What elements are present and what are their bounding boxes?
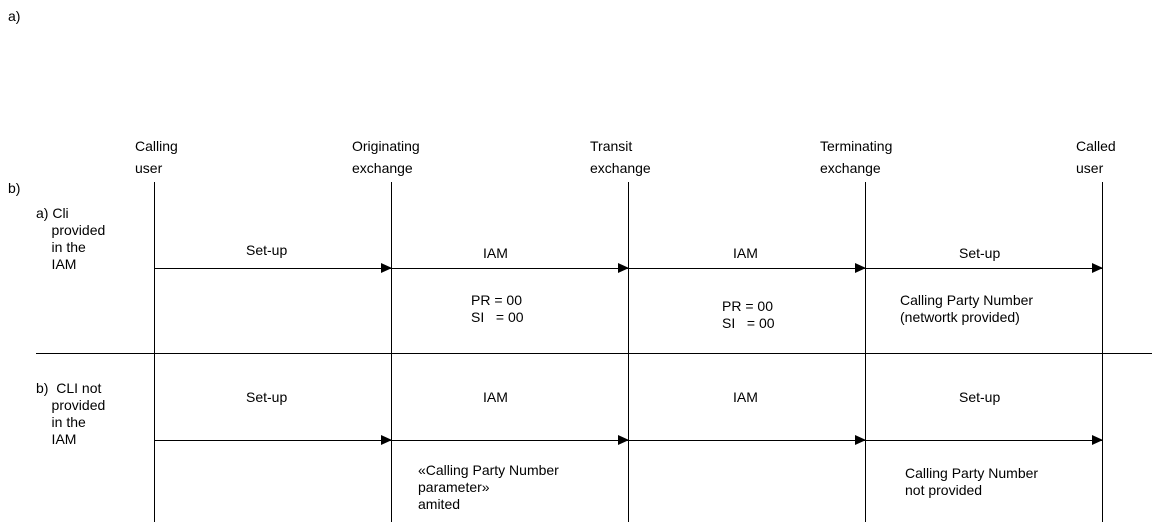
entity-calling-user-line2: user xyxy=(135,160,163,176)
scenario-a-msg4-label: Set-up xyxy=(959,245,1001,261)
scenario-b-msg3-label: IAM xyxy=(733,389,758,405)
entity-transit-exchange-line1: Transit xyxy=(590,138,633,154)
lifeline-transit-exchange xyxy=(628,182,629,522)
scenario-b-iam-arrow-2 xyxy=(629,440,865,441)
scenario-a-iam-arrow-2 xyxy=(629,268,865,269)
scenario-b-msg2-label: IAM xyxy=(483,389,508,405)
figure-label-a: a) xyxy=(8,8,21,24)
scenario-separator xyxy=(36,353,1152,354)
entity-terminating-exchange-line1: Terminating xyxy=(820,138,893,154)
scenario-a-setup-arrow-2 xyxy=(866,268,1102,269)
scenario-a-msg1-label: Set-up xyxy=(246,242,288,258)
entity-transit-exchange-line2: exchange xyxy=(590,160,651,176)
entity-originating-exchange-line1: Originating xyxy=(352,138,420,154)
scenario-b-msg1-label: Set-up xyxy=(246,389,288,405)
scenario-b-msg4-label: Set-up xyxy=(959,389,1001,405)
scenario-a-note-originating: PR = 00 SI = 00 xyxy=(471,292,524,325)
scenario-a-note-transit: PR = 00 SI = 00 xyxy=(722,298,775,331)
entity-originating-exchange-line2: exchange xyxy=(352,160,413,176)
scenario-b-note-terminating: Calling Party Number not provided xyxy=(905,465,1039,498)
scenario-a-label: a) Cli provided in the IAM xyxy=(36,205,106,272)
scenario-b-iam-arrow-1 xyxy=(392,440,628,441)
entity-called-user-line1: Called xyxy=(1076,138,1116,154)
scenario-a-msg3-label: IAM xyxy=(733,245,758,261)
lifeline-terminating-exchange xyxy=(865,182,866,522)
lifeline-calling-user xyxy=(154,182,155,522)
scenario-b-label: b) CLI not provided in the IAM xyxy=(36,380,106,447)
entity-called-user-line2: user xyxy=(1076,160,1104,176)
scenario-b-note-originating: «Calling Party Number parameter» amited xyxy=(418,462,559,512)
lifeline-originating-exchange xyxy=(391,182,392,522)
scenario-b-setup-arrow xyxy=(155,440,391,441)
entity-calling-user-line1: Calling xyxy=(135,138,178,154)
lifeline-called-user xyxy=(1102,182,1103,522)
entity-terminating-exchange-line2: exchange xyxy=(820,160,881,176)
scenario-a-setup-arrow xyxy=(155,268,391,269)
scenario-a-iam-arrow-1 xyxy=(392,268,628,269)
scenario-a-note-terminating: Calling Party Number (networtk provided) xyxy=(900,292,1034,325)
scenario-a-msg2-label: IAM xyxy=(483,245,508,261)
figure-label-b: b) xyxy=(8,180,21,196)
scenario-b-setup-arrow-2 xyxy=(866,440,1102,441)
